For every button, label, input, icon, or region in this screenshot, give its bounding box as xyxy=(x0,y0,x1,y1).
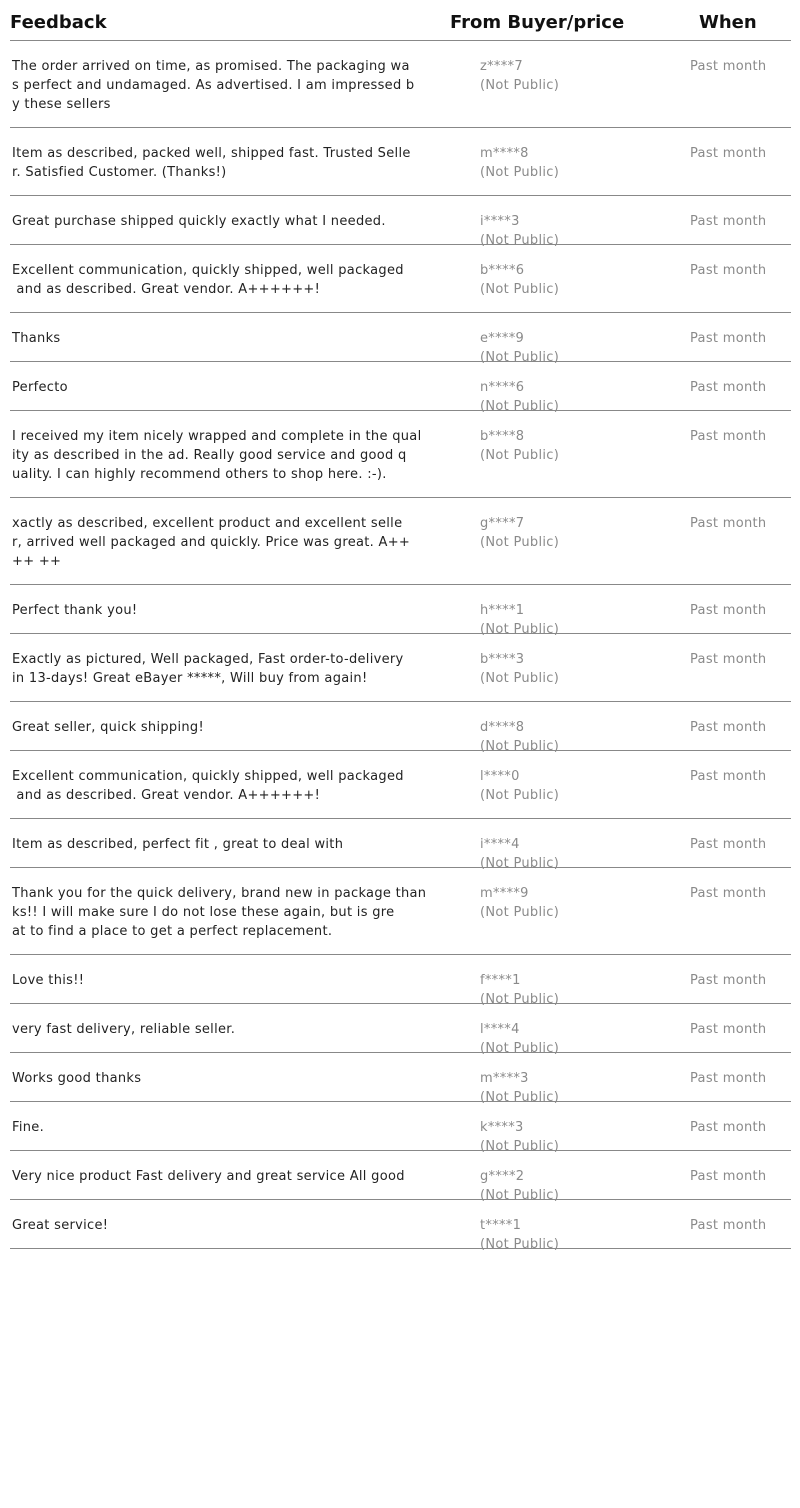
when-cell: Past month xyxy=(690,516,767,531)
when-cell: Past month xyxy=(690,263,767,278)
feedback-text: Thank you for the quick delivery, brand new in package than ks!! I will make sure I do not lose these again, but is gre at to find a place to get a perfect replacement. xyxy=(12,886,427,939)
table-row xyxy=(10,634,791,702)
buyer-cell xyxy=(480,650,559,688)
table-row xyxy=(10,585,791,637)
feedback-text: I received my item nicely wrapped and complete in the qual ity as described in the ad. Really good service and good q uality. I can highly recommend others to shop here. :-). xyxy=(12,429,422,482)
buyer-cell xyxy=(480,57,559,95)
buyer-name: b****3 xyxy=(480,652,525,667)
buyer-price: (Not Public) xyxy=(480,671,560,686)
buyer-cell xyxy=(480,261,559,299)
feedback-text: very fast delivery, reliable seller. xyxy=(12,1022,236,1037)
table-row xyxy=(10,245,791,313)
feedback-text: Excellent communication, quickly shipped, well packaged and as described. Great vendor. A++++++! xyxy=(12,263,404,297)
buyer-column-header: From Buyer/price xyxy=(450,12,625,33)
when-cell: Past month xyxy=(690,973,767,988)
table-row xyxy=(10,1102,791,1154)
table-row xyxy=(10,1151,791,1203)
buyer-name: m****8 xyxy=(480,146,529,161)
table-row xyxy=(10,41,791,128)
when-cell: Past month xyxy=(690,886,767,901)
when-cell: Past month xyxy=(690,1120,767,1135)
buyer-name: g****2 xyxy=(480,1169,525,1184)
buyer-price: (Not Public) xyxy=(480,448,560,463)
buyer-name: z****7 xyxy=(480,59,523,74)
buyer-cell xyxy=(480,514,559,552)
feedback-text: Great service! xyxy=(12,1218,109,1233)
when-column-header: When xyxy=(699,12,757,33)
buyer-price: (Not Public) xyxy=(480,282,560,297)
feedback-text: Item as described, packed well, shipped fast. Trusted Selle r. Satisfied Customer. (Thanks!) xyxy=(12,146,411,180)
buyer-cell xyxy=(480,1216,559,1254)
table-row xyxy=(10,1200,791,1252)
buyer-name: l****0 xyxy=(480,769,520,784)
table-row xyxy=(10,1004,791,1056)
table-row xyxy=(10,128,791,196)
buyer-name: l****4 xyxy=(480,1022,520,1037)
buyer-cell xyxy=(480,884,559,922)
table-row xyxy=(10,196,791,248)
when-cell: Past month xyxy=(690,769,767,784)
when-cell: Past month xyxy=(690,1218,767,1233)
table-row xyxy=(10,751,791,819)
buyer-name: h****1 xyxy=(480,603,525,618)
table-row xyxy=(10,955,791,1007)
when-cell: Past month xyxy=(690,837,767,852)
buyer-price: (Not Public) xyxy=(480,350,560,365)
table-row xyxy=(10,362,791,414)
buyer-price: (Not Public) xyxy=(480,1188,560,1203)
buyer-price: (Not Public) xyxy=(480,535,560,550)
buyer-price: (Not Public) xyxy=(480,856,560,871)
feedback-text: Very nice product Fast delivery and great service All good xyxy=(12,1169,405,1184)
buyer-price: (Not Public) xyxy=(480,233,560,248)
table-row xyxy=(10,868,791,955)
when-cell: Past month xyxy=(690,1169,767,1184)
buyer-name: i****4 xyxy=(480,837,520,852)
feedback-table xyxy=(10,0,791,1252)
feedback-text: Item as described, perfect fit , great to deal with xyxy=(12,837,344,852)
feedback-text: The order arrived on time, as promised. The packaging wa s perfect and undamaged. As advertised. I am impressed b y these sellers xyxy=(12,59,415,112)
when-cell: Past month xyxy=(690,429,767,444)
table-row xyxy=(10,498,791,585)
buyer-name: n****6 xyxy=(480,380,525,395)
buyer-name: d****8 xyxy=(480,720,525,735)
buyer-price: (Not Public) xyxy=(480,905,560,920)
when-cell: Past month xyxy=(690,331,767,346)
feedback-text: Thanks xyxy=(12,331,61,346)
buyer-name: f****1 xyxy=(480,973,521,988)
when-cell: Past month xyxy=(690,380,767,395)
feedback-rows xyxy=(10,41,791,1252)
buyer-cell xyxy=(480,144,559,182)
buyer-name: m****9 xyxy=(480,886,529,901)
buyer-price: (Not Public) xyxy=(480,739,560,754)
feedback-text: Perfecto xyxy=(12,380,68,395)
table-row xyxy=(10,313,791,365)
table-row xyxy=(10,702,791,754)
buyer-name: b****8 xyxy=(480,429,525,444)
buyer-price: (Not Public) xyxy=(480,399,560,414)
table-row xyxy=(10,411,791,498)
when-cell: Past month xyxy=(690,1022,767,1037)
feedback-text: xactly as described, excellent product and excellent selle r, arrived well packaged and quickly. Price was great. A++ ++ ++ xyxy=(12,516,411,569)
feedback-text: Love this!! xyxy=(12,973,85,988)
feedback-text: Works good thanks xyxy=(12,1071,142,1086)
buyer-name: t****1 xyxy=(480,1218,522,1233)
buyer-name: b****6 xyxy=(480,263,525,278)
when-cell: Past month xyxy=(690,720,767,735)
feedback-text: Great seller, quick shipping! xyxy=(12,720,204,735)
buyer-cell xyxy=(480,427,559,465)
table-header xyxy=(10,0,791,41)
when-cell: Past month xyxy=(690,603,767,618)
feedback-text: Perfect thank you! xyxy=(12,603,138,618)
feedback-column-header: Feedback xyxy=(10,12,107,33)
feedback-text: Excellent communication, quickly shipped, well packaged and as described. Great vendor. A++++++! xyxy=(12,769,404,803)
buyer-cell xyxy=(480,767,559,805)
when-cell: Past month xyxy=(690,1071,767,1086)
buyer-price: (Not Public) xyxy=(480,1139,560,1154)
buyer-price: (Not Public) xyxy=(480,1237,560,1252)
when-cell: Past month xyxy=(690,214,767,229)
buyer-price: (Not Public) xyxy=(480,1041,560,1056)
buyer-name: k****3 xyxy=(480,1120,524,1135)
buyer-name: i****3 xyxy=(480,214,520,229)
feedback-text: Exactly as pictured, Well packaged, Fast order-to-delivery in 13-days! Great eBayer *****, Will buy from again! xyxy=(12,652,404,686)
table-row xyxy=(10,1053,791,1105)
when-cell: Past month xyxy=(690,146,767,161)
feedback-text: Great purchase shipped quickly exactly what I needed. xyxy=(12,214,386,229)
buyer-price: (Not Public) xyxy=(480,165,560,180)
buyer-price: (Not Public) xyxy=(480,788,560,803)
buyer-price: (Not Public) xyxy=(480,78,560,93)
buyer-price: (Not Public) xyxy=(480,992,560,1007)
buyer-name: g****7 xyxy=(480,516,525,531)
buyer-price: (Not Public) xyxy=(480,622,560,637)
feedback-text: Fine. xyxy=(12,1120,45,1135)
when-cell: Past month xyxy=(690,59,767,74)
buyer-name: m****3 xyxy=(480,1071,529,1086)
buyer-name: e****9 xyxy=(480,331,525,346)
table-row xyxy=(10,819,791,871)
buyer-price: (Not Public) xyxy=(480,1090,560,1105)
when-cell: Past month xyxy=(690,652,767,667)
